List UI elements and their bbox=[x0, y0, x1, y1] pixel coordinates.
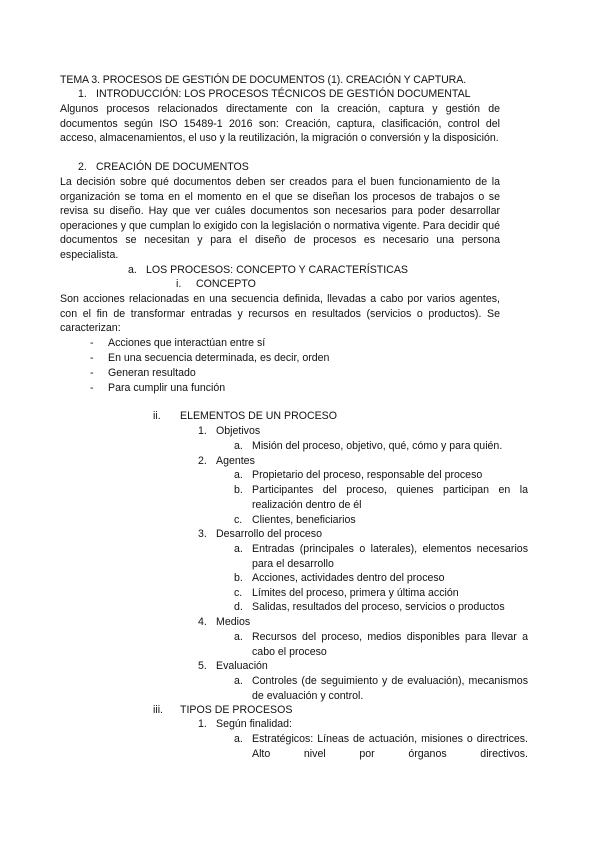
section-2-number: 2. bbox=[78, 161, 87, 173]
sub-item-text: Límites del proceso, primera y última acción bbox=[252, 587, 459, 599]
list-item-number: 5. bbox=[198, 660, 207, 672]
list-item-label: Desarrollo del proceso bbox=[216, 528, 322, 540]
document-title: TEMA 3. PROCESOS DE GESTIÓN DE DOCUMENTOS (1). CREACIÓN Y CAPTURA. bbox=[60, 74, 467, 86]
bullet-item: Generan resultado bbox=[108, 367, 196, 379]
list-item-number: 1. bbox=[198, 425, 207, 437]
sub-item-letter: a. bbox=[234, 631, 243, 643]
sub-item-letter: c. bbox=[234, 587, 243, 599]
sub-item-letter: b. bbox=[234, 572, 243, 584]
sub-item-text: Salidas, resultados del proceso, servicios o productos bbox=[252, 601, 505, 613]
sub-item-text: Recursos del proceso, medios disponibles para llevar a cabo el proceso bbox=[252, 631, 528, 658]
list-item-label: Evaluación bbox=[216, 660, 268, 672]
subsection-a-number: a. bbox=[128, 264, 137, 276]
subsection-i-number: i. bbox=[176, 278, 182, 290]
list-item-number: 4. bbox=[198, 616, 207, 628]
sub-item-text: Propietario del proceso, responsable del proceso bbox=[252, 469, 483, 481]
list-item-number: 1. bbox=[198, 718, 207, 730]
sub-item-letter: a. bbox=[234, 440, 243, 452]
list-item-number: 2. bbox=[198, 455, 207, 467]
sub-item-text: Clientes, beneficiarios bbox=[252, 514, 356, 526]
sub-item-text: Acciones, actividades dentro del proceso bbox=[252, 572, 445, 584]
list-item-number: 3. bbox=[198, 528, 207, 540]
sub-item-text: Controles (de seguimiento y de evaluación), mecanismos de evaluación y control. bbox=[252, 675, 528, 702]
sub-item-text: Entradas (principales o laterales), elementos necesarios para el desarrollo bbox=[252, 543, 528, 570]
list-item-label: Agentes bbox=[216, 455, 255, 467]
sub-item-letter: c. bbox=[234, 514, 243, 526]
sub-item-letter: a. bbox=[234, 469, 243, 481]
subsection-a-heading: LOS PROCESOS: CONCEPTO Y CARACTERÍSTICAS bbox=[146, 264, 408, 276]
subsection-i-heading: CONCEPTO bbox=[196, 278, 256, 290]
sub-item-letter: a. bbox=[234, 733, 243, 745]
bullet-dash: - bbox=[90, 382, 94, 394]
sub-item-letter: b. bbox=[234, 484, 243, 496]
sub-item-letter: a. bbox=[234, 543, 243, 555]
subsection-ii-number: ii. bbox=[153, 410, 161, 422]
bullet-item: Para cumplir una función bbox=[108, 382, 226, 394]
section-1-paragraph: Algunos procesos relacionados directamente con la creación, captura y gestión de documentos según ISO 15489-1 2016 son: Creación, captura, clasificación, control del acceso, almacenamientos, el uso y la reutilización, la migración o conversión y la disposición. bbox=[60, 103, 500, 144]
bullet-item: Acciones que interactúan entre sí bbox=[108, 337, 266, 349]
bullet-dash: - bbox=[90, 352, 94, 364]
subsection-i-paragraph: Son acciones relacionadas en una secuencia definida, llevadas a cabo por varios agentes, con el fin de transformar entradas y recursos en resultados (servicios o productos). Se caracterizan: bbox=[60, 293, 500, 334]
bullet-item: En una secuencia determinada, es decir, orden bbox=[108, 352, 330, 364]
list-item-label: Según finalidad: bbox=[216, 718, 292, 730]
subsection-ii-heading: ELEMENTOS DE UN PROCESO bbox=[180, 410, 337, 422]
section-2-heading: CREACIÓN DE DOCUMENTOS bbox=[96, 161, 249, 173]
sub-item-letter: a. bbox=[234, 675, 243, 687]
subsection-iii-heading: TIPOS DE PROCESOS bbox=[180, 704, 293, 716]
sub-item-letter: d. bbox=[234, 601, 243, 613]
section-1-number: 1. bbox=[78, 88, 87, 100]
subsection-iii-number: iii. bbox=[153, 704, 164, 716]
sub-item-text: Estratégicos: Líneas de actuación, misiones o directrices. Alto nivel por órganos directivos. bbox=[252, 733, 528, 760]
bullet-dash: - bbox=[90, 367, 94, 379]
list-item-label: Medios bbox=[216, 616, 251, 628]
section-1-heading: INTRODUCCIÓN: LOS PROCESOS TÉCNICOS DE GESTIÓN DOCUMENTAL bbox=[96, 88, 471, 100]
section-2-paragraph: La decisión sobre qué documentos deben ser creados para el buen funcionamiento de la organización se toma en el momento en el que se diseñan los procesos de trabajos o se revisa su diseño. Hay que ver cuáles documentos son necesarios para poder desarrollar operaciones y que cumplan lo exigido con la legislación o normativa vigente. Para decidir qué documentos se necesitan y para el diseño de procesos es necesario una persona especialista. bbox=[60, 176, 500, 261]
sub-item-text: Misión del proceso, objetivo, qué, cómo y para quién. bbox=[252, 440, 503, 452]
bullet-dash: - bbox=[90, 337, 94, 349]
list-item-label: Objetivos bbox=[216, 425, 261, 437]
sub-item-text: Participantes del proceso, quienes participan en la realización dentro de él bbox=[252, 484, 528, 511]
